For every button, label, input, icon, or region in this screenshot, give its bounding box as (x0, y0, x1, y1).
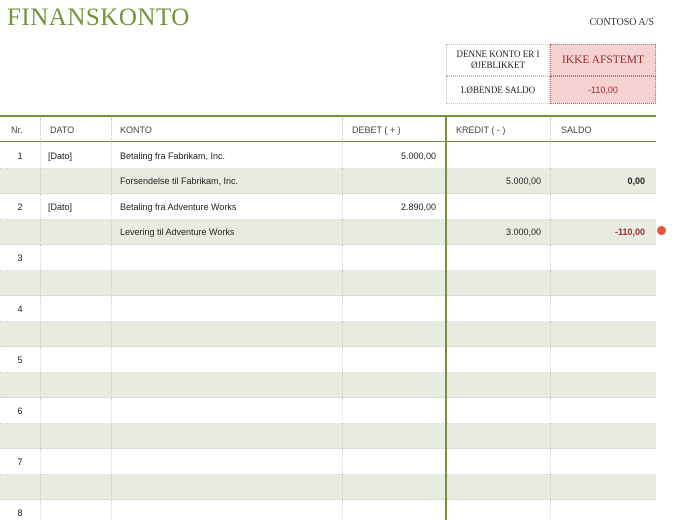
cell-separator (550, 194, 551, 220)
cell-separator (111, 296, 112, 322)
running-balance-value[interactable]: -110,00 (550, 76, 656, 104)
cell-saldo[interactable] (552, 143, 645, 169)
cell-kredit[interactable] (448, 143, 541, 169)
cell-nr[interactable] (0, 475, 40, 501)
cell-debet[interactable] (343, 271, 436, 297)
cell-nr[interactable]: 7 (17, 456, 23, 467)
cell-separator (111, 347, 112, 373)
cell-separator (550, 449, 551, 475)
cell-saldo[interactable] (552, 245, 645, 271)
cell-nr[interactable] (0, 271, 40, 297)
cell-separator (40, 220, 41, 246)
cell-debet[interactable] (343, 500, 436, 520)
cell-separator (40, 143, 41, 169)
cell-separator (550, 322, 551, 348)
cell-konto[interactable]: Forsendelse til Fabrikam, Inc. (120, 176, 239, 187)
running-balance-label[interactable]: LØBENDE SALDO (446, 76, 550, 104)
cell-nr[interactable]: 4 (17, 303, 23, 314)
cell-separator (111, 322, 112, 348)
cell-separator (111, 194, 112, 220)
cell-kredit[interactable] (448, 449, 541, 475)
cell-dato[interactable] (48, 373, 110, 399)
table-row (0, 271, 656, 297)
cell-separator (550, 424, 551, 450)
cell-konto[interactable] (120, 296, 342, 322)
table-row (0, 296, 656, 322)
cell-dato[interactable] (48, 500, 110, 520)
cell-nr[interactable] (0, 424, 40, 450)
cell-separator (111, 449, 112, 475)
cell-separator (550, 271, 551, 297)
cell-nr[interactable] (0, 220, 40, 246)
cell-separator (550, 245, 551, 271)
cell-saldo[interactable]: 0,00 (627, 176, 645, 187)
column-header-nr[interactable]: Nr. (11, 125, 23, 135)
cell-saldo[interactable] (552, 449, 645, 475)
cell-separator (40, 500, 41, 520)
cell-separator (40, 271, 41, 297)
cell-kredit[interactable]: 3.000,00 (505, 227, 541, 238)
cell-separator (40, 296, 41, 322)
cell-nr[interactable]: 8 (17, 507, 23, 518)
header-separator (111, 118, 112, 142)
cell-debet[interactable] (343, 296, 436, 322)
cell-kredit[interactable] (448, 424, 541, 450)
cell-konto[interactable]: Betaling fra Adventure Works (120, 201, 237, 212)
cell-dato[interactable]: [Dato] (48, 150, 73, 161)
cell-dato[interactable] (48, 220, 110, 246)
cell-nr[interactable] (0, 322, 40, 348)
cell-separator (111, 500, 112, 520)
cell-saldo[interactable] (552, 271, 645, 297)
table-row (0, 169, 656, 195)
cell-dato[interactable]: [Dato] (48, 201, 73, 212)
cell-kredit[interactable] (448, 296, 541, 322)
cell-debet[interactable] (343, 373, 436, 399)
cell-separator (550, 296, 551, 322)
cell-dato[interactable] (48, 424, 110, 450)
cell-saldo[interactable] (552, 373, 645, 399)
cell-nr[interactable]: 1 (17, 150, 23, 161)
cell-separator (550, 220, 551, 246)
cell-dato[interactable] (48, 245, 110, 271)
cell-nr[interactable]: 6 (17, 405, 23, 416)
column-header-debet[interactable]: DEBET ( + ) (352, 125, 401, 135)
cell-debet[interactable] (343, 475, 436, 501)
cell-nr[interactable]: 5 (17, 354, 23, 365)
header-bottom-rule (0, 141, 656, 142)
cell-konto[interactable] (120, 347, 342, 373)
cell-separator (111, 475, 112, 501)
table-row (0, 194, 656, 220)
table-row (0, 475, 656, 501)
cell-konto[interactable] (120, 322, 342, 348)
cell-debet[interactable] (343, 322, 436, 348)
cell-konto[interactable] (120, 449, 342, 475)
table-row (0, 424, 656, 450)
cell-separator (111, 398, 112, 424)
cell-dato[interactable] (48, 271, 110, 297)
cell-separator (550, 398, 551, 424)
cell-saldo[interactable] (552, 398, 645, 424)
cell-debet[interactable]: 5.000,00 (400, 150, 436, 161)
cell-separator (40, 424, 41, 450)
cell-nr[interactable] (0, 373, 40, 399)
cell-kredit[interactable] (448, 475, 541, 501)
cell-separator (40, 373, 41, 399)
cell-konto[interactable] (120, 245, 342, 271)
column-header-dato[interactable]: DATO (50, 125, 75, 135)
cell-saldo[interactable] (552, 424, 645, 450)
cell-konto[interactable]: Betaling fra Fabrikam, Inc. (120, 150, 226, 161)
table-row (0, 220, 656, 246)
cell-debet[interactable] (343, 169, 436, 195)
cell-debet[interactable] (343, 398, 436, 424)
red-circle-icon (657, 226, 666, 235)
cell-kredit[interactable] (448, 322, 541, 348)
cell-kredit[interactable] (448, 398, 541, 424)
cell-separator (40, 398, 41, 424)
cell-konto[interactable] (120, 500, 342, 520)
table-row (0, 322, 656, 348)
table-row (0, 373, 656, 399)
cell-dato[interactable] (48, 398, 110, 424)
cell-separator (111, 271, 112, 297)
cell-separator (40, 475, 41, 501)
table-row (0, 449, 656, 475)
cell-dato[interactable] (48, 449, 110, 475)
cell-konto[interactable] (120, 398, 342, 424)
table-row (0, 143, 656, 169)
cell-debet[interactable] (343, 245, 436, 271)
cell-konto[interactable] (120, 475, 342, 501)
cell-debet[interactable] (343, 424, 436, 450)
header-separator (40, 118, 41, 142)
cell-separator (111, 169, 112, 195)
column-header-saldo[interactable]: SALDO (561, 125, 592, 135)
cell-kredit[interactable] (448, 347, 541, 373)
cell-separator (40, 245, 41, 271)
table-row (0, 500, 656, 520)
cell-konto[interactable]: Levering til Adventure Works (120, 227, 235, 238)
cell-separator (550, 169, 551, 195)
cell-debet[interactable] (343, 449, 436, 475)
account-status-label[interactable]: DENNE KONTO ER I ØJEBLIKKET (446, 44, 550, 76)
cell-dato[interactable] (48, 169, 110, 195)
cell-kredit[interactable] (448, 245, 541, 271)
cell-debet[interactable] (343, 220, 436, 246)
cell-separator (111, 373, 112, 399)
cell-separator (550, 143, 551, 169)
cell-separator (40, 322, 41, 348)
cell-saldo[interactable] (552, 347, 645, 373)
cell-separator (550, 373, 551, 399)
table-row (0, 245, 656, 271)
cell-separator (40, 347, 41, 373)
cell-saldo[interactable] (552, 500, 645, 520)
cell-kredit[interactable] (448, 500, 541, 520)
debit-credit-divider (445, 116, 447, 520)
cell-dato[interactable] (48, 322, 110, 348)
cell-debet[interactable] (343, 347, 436, 373)
cell-nr[interactable]: 2 (17, 201, 23, 212)
account-status-box (446, 44, 656, 104)
cell-kredit[interactable] (448, 373, 541, 399)
cell-separator (111, 245, 112, 271)
cell-nr[interactable] (0, 169, 40, 195)
cell-konto[interactable] (120, 424, 342, 450)
cell-dato[interactable] (48, 296, 110, 322)
header-separator (550, 118, 551, 142)
cell-kredit[interactable] (448, 194, 541, 220)
company-name: CONTOSO A/S (589, 17, 654, 28)
cell-separator (111, 424, 112, 450)
cell-separator (550, 500, 551, 520)
cell-saldo[interactable] (552, 475, 645, 501)
cell-separator (111, 220, 112, 246)
cell-saldo[interactable]: -110,00 (614, 227, 645, 238)
cell-dato[interactable] (48, 347, 110, 373)
cell-separator (40, 169, 41, 195)
cell-dato[interactable] (48, 475, 110, 501)
column-header-kredit[interactable]: KREDIT ( - ) (456, 125, 506, 135)
cell-separator (40, 194, 41, 220)
table-row (0, 398, 656, 424)
cell-saldo[interactable] (552, 194, 645, 220)
column-header-konto[interactable]: KONTO (120, 125, 152, 135)
cell-separator (550, 347, 551, 373)
cell-separator (111, 143, 112, 169)
cell-separator (40, 449, 41, 475)
cell-saldo[interactable] (552, 296, 645, 322)
header-separator (342, 118, 343, 142)
cell-kredit[interactable] (448, 271, 541, 297)
account-status-value[interactable]: IKKE AFSTEMT (550, 44, 656, 76)
table-row (0, 347, 656, 373)
cell-konto[interactable] (120, 271, 342, 297)
table-header (0, 118, 656, 142)
cell-nr[interactable]: 3 (17, 252, 23, 263)
cell-debet[interactable]: 2.890,00 (400, 201, 436, 212)
cell-saldo[interactable] (552, 322, 645, 348)
cell-konto[interactable] (120, 373, 342, 399)
cell-kredit[interactable]: 5.000,00 (505, 176, 541, 187)
cell-separator (550, 475, 551, 501)
header-top-rule (0, 115, 656, 117)
ledger-table-body (0, 143, 656, 520)
page-title: FINANSKONTO (7, 4, 190, 31)
